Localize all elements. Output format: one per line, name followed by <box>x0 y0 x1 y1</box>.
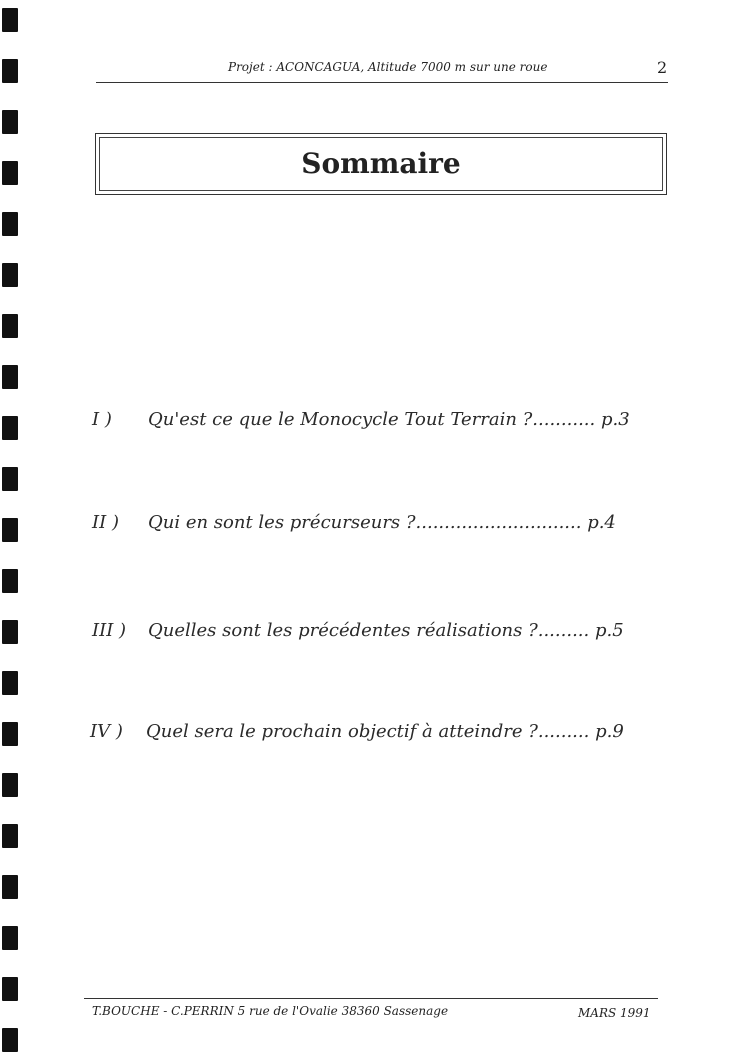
binding-hole <box>2 926 18 950</box>
binding-hole <box>2 467 18 491</box>
header-rule <box>96 82 668 83</box>
binding-hole <box>2 314 18 338</box>
binding-hole <box>2 263 18 287</box>
binding-hole <box>2 773 18 797</box>
binding-hole <box>2 875 18 899</box>
page-number: 2 <box>657 58 668 77</box>
binding-hole <box>2 8 18 32</box>
toc-item-number: I ) <box>92 409 112 430</box>
binding-hole <box>2 110 18 134</box>
toc-item-number: III ) <box>92 620 127 641</box>
binding-hole <box>2 416 18 440</box>
toc-item-text: Quel sera le prochain objectif à atteindre ?......... p.9 <box>146 721 624 742</box>
binding-hole <box>2 569 18 593</box>
toc-item-text: Qui en sont les précurseurs ?............................. p.4 <box>148 512 616 533</box>
binding-hole <box>2 59 18 83</box>
spiral-binding <box>0 0 22 1044</box>
footer-date: MARS 1991 <box>578 1006 651 1020</box>
toc-item-text: Qu'est ce que le Monocycle Tout Terrain ?........... p.3 <box>148 409 630 430</box>
toc-item-text: Quelles sont les précédentes réalisations ?......... p.5 <box>148 620 624 641</box>
footer-rule <box>84 998 658 999</box>
toc-item-number: IV ) <box>90 721 123 742</box>
header-project-title: Projet : ACONCAGUA, Altitude 7000 m sur une roue <box>228 60 548 74</box>
binding-hole <box>2 161 18 185</box>
title-box <box>95 133 667 195</box>
binding-hole <box>2 722 18 746</box>
toc-item-number: II ) <box>92 512 119 533</box>
binding-hole <box>2 671 18 695</box>
binding-hole <box>2 212 18 236</box>
binding-hole <box>2 518 18 542</box>
binding-hole <box>2 620 18 644</box>
footer-authors-address: T.BOUCHE - C.PERRIN 5 rue de l'Ovalie 38360 Sassenage <box>92 1004 449 1018</box>
binding-hole <box>2 824 18 848</box>
binding-hole <box>2 365 18 389</box>
page-title: Sommaire <box>301 147 461 180</box>
binding-hole <box>2 1028 18 1052</box>
binding-hole <box>2 977 18 1001</box>
